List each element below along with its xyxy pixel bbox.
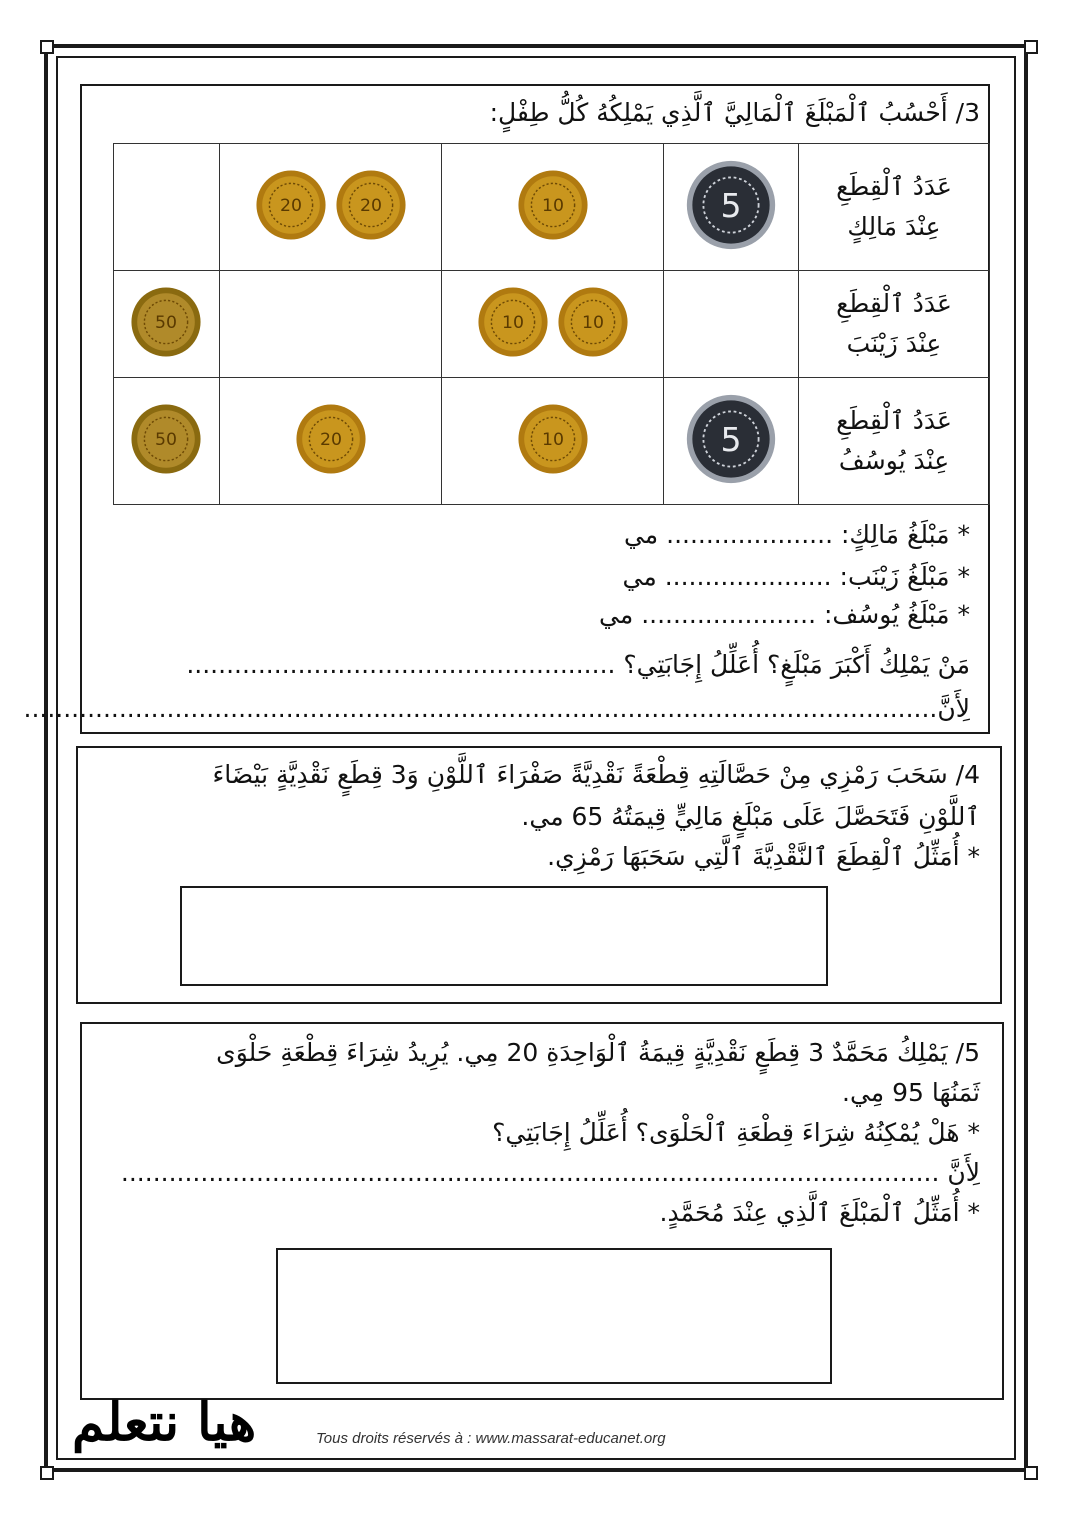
coin-5-icon	[685, 159, 777, 251]
coin-5-icon	[685, 393, 777, 485]
coin-value-label: 20	[359, 195, 382, 216]
exercise-5-line-2: ثَمَنُهَا 95 مِي.	[842, 1078, 980, 1107]
coin-value-label: 5	[720, 419, 742, 459]
coin-cell	[664, 377, 799, 504]
row-label-line-1: عَدَدُ ٱلْقِطَعِ	[836, 172, 952, 202]
copyright-notice: Tous droits réservés à : www.massarat-educanet.org	[316, 1430, 666, 1447]
coin-cell	[114, 144, 220, 271]
row-label-line-2: عِنْدَ يُوسُفُ	[838, 445, 950, 475]
frame-corner-ornament	[40, 1466, 54, 1480]
coins-table	[113, 143, 990, 505]
exercise-3-question: مَنْ يَمْلِكُ أَكْبَرَ مَبْلَغٍ؟ أُعَلِّلُ إِجَابَتِي؟ ......................................................	[186, 650, 970, 679]
coin-cell	[219, 377, 441, 504]
exercise-5-instruction: * أُمَثِّلُ ٱلْمَبْلَغَ ٱلَّذِي عِنْدَ مُحَمَّدٍ.	[659, 1198, 980, 1227]
coin-value-label: 50	[155, 312, 178, 333]
exercise-5-answer-box[interactable]	[276, 1248, 832, 1384]
frame-corner-ornament	[40, 40, 54, 54]
amount-malik: * مَبْلَغُ مَالِكٍ: ..................... مي	[623, 520, 970, 549]
amount-yusuf: * مَبْلَغُ يُوسُف: ...................... مي	[599, 600, 970, 629]
exercise-4-instruction: * أُمَثِّلُ ٱلْقِطَعَ ٱلنَّقْدِيَّةَ ٱلَّتِي سَحَبَهَا رَمْزِي.	[547, 842, 980, 871]
coin-50-icon	[130, 286, 202, 358]
exercise-4-line-1: 4/ سَحَبَ رَمْزِي مِنْ حَصَّالَتِهِ قِطْعَةً نَقْدِيَّةً صَفْرَاءَ ٱللَّوْنِ وَ3 قِطَعٍ نَقْدِيَّةٍ بَيْضَاءَ	[212, 760, 980, 789]
exercise-5-question: * هَلْ يُمْكِنُهُ شِرَاءَ قِطْعَةِ ٱلْحَلْوَى؟ أُعَلِّلُ إِجَابَتِي؟	[492, 1118, 980, 1147]
exercise-4-answer-box[interactable]	[180, 886, 828, 986]
exercise-4-line-2: ٱللَّوْنِ فَتَحَصَّلَ عَلَى مَبْلَغٍ مَالِيٍّ قِيمَتُهُ 65 مي.	[521, 802, 980, 831]
exercise-5-line-1: 5/ يَمْلِكُ مَحَمَّدٌ 3 قِطَعٍ نَقْدِيَّةٍ قِيمَةُ ٱلْوَاحِدَةِ 20 مِي. يُرِيدُ شِرَاءَ قِطْعَةِ حَلْوَى	[216, 1038, 980, 1067]
coin-value-label: 5	[720, 186, 742, 226]
coin-10-icon	[517, 169, 589, 241]
table-row	[114, 271, 990, 377]
coin-cell	[442, 271, 664, 377]
exercise-3-title: 3/ أَحْسُبُ ٱلْمَبْلَغَ ٱلْمَالِيَّ ٱلَّذِي يَمْلِكُهُ كُلُّ طِفْلٍ:	[489, 98, 980, 127]
coin-20-icon	[295, 403, 367, 475]
row-label	[799, 377, 990, 504]
coin-20-icon	[255, 169, 327, 241]
row-label-line-1: عَدَدُ ٱلْقِطَعِ	[836, 288, 952, 318]
coin-50-icon	[130, 403, 202, 475]
coin-value-label: 20	[319, 429, 342, 450]
coin-cell	[114, 377, 220, 504]
row-label-line-2: عِنْدَ مَالِكٍ	[847, 212, 941, 242]
amount-zaynab: * مَبْلَغُ زَيْنَب: ..................... مي	[622, 562, 970, 591]
coin-value-label: 10	[541, 195, 564, 216]
coin-cell	[114, 271, 220, 377]
row-label-line-1: عَدَدُ ٱلْقِطَعِ	[836, 405, 952, 435]
coin-cell	[442, 377, 664, 504]
table-row	[114, 144, 990, 271]
coin-cell	[664, 271, 799, 377]
site-logo: هيا نتعلم	[72, 1392, 257, 1453]
coin-value-label: 10	[541, 429, 564, 450]
row-label-line-2: عِنْدَ زَيْنَبَ	[846, 328, 942, 358]
frame-corner-ornament	[1024, 1466, 1038, 1480]
coin-value-label: 20	[279, 195, 302, 216]
coin-cell	[664, 144, 799, 271]
coin-10-icon	[557, 286, 629, 358]
coin-cell	[219, 271, 441, 377]
coin-value-label: 10	[581, 312, 604, 333]
coin-value-label: 50	[155, 429, 178, 450]
exercise-5-because: لِأَنَّ .......................................................................................................	[120, 1158, 980, 1187]
table-row	[114, 377, 990, 504]
row-label	[799, 271, 990, 377]
coin-cell	[442, 144, 664, 271]
coin-10-icon	[477, 286, 549, 358]
row-label	[799, 144, 990, 271]
coin-10-icon	[517, 403, 589, 475]
frame-corner-ornament	[1024, 40, 1038, 54]
exercise-3-because: لِأَنَّ...................................................................................................................	[23, 694, 970, 723]
coin-value-label: 10	[501, 312, 524, 333]
coin-20-icon	[335, 169, 407, 241]
coin-cell	[219, 144, 441, 271]
